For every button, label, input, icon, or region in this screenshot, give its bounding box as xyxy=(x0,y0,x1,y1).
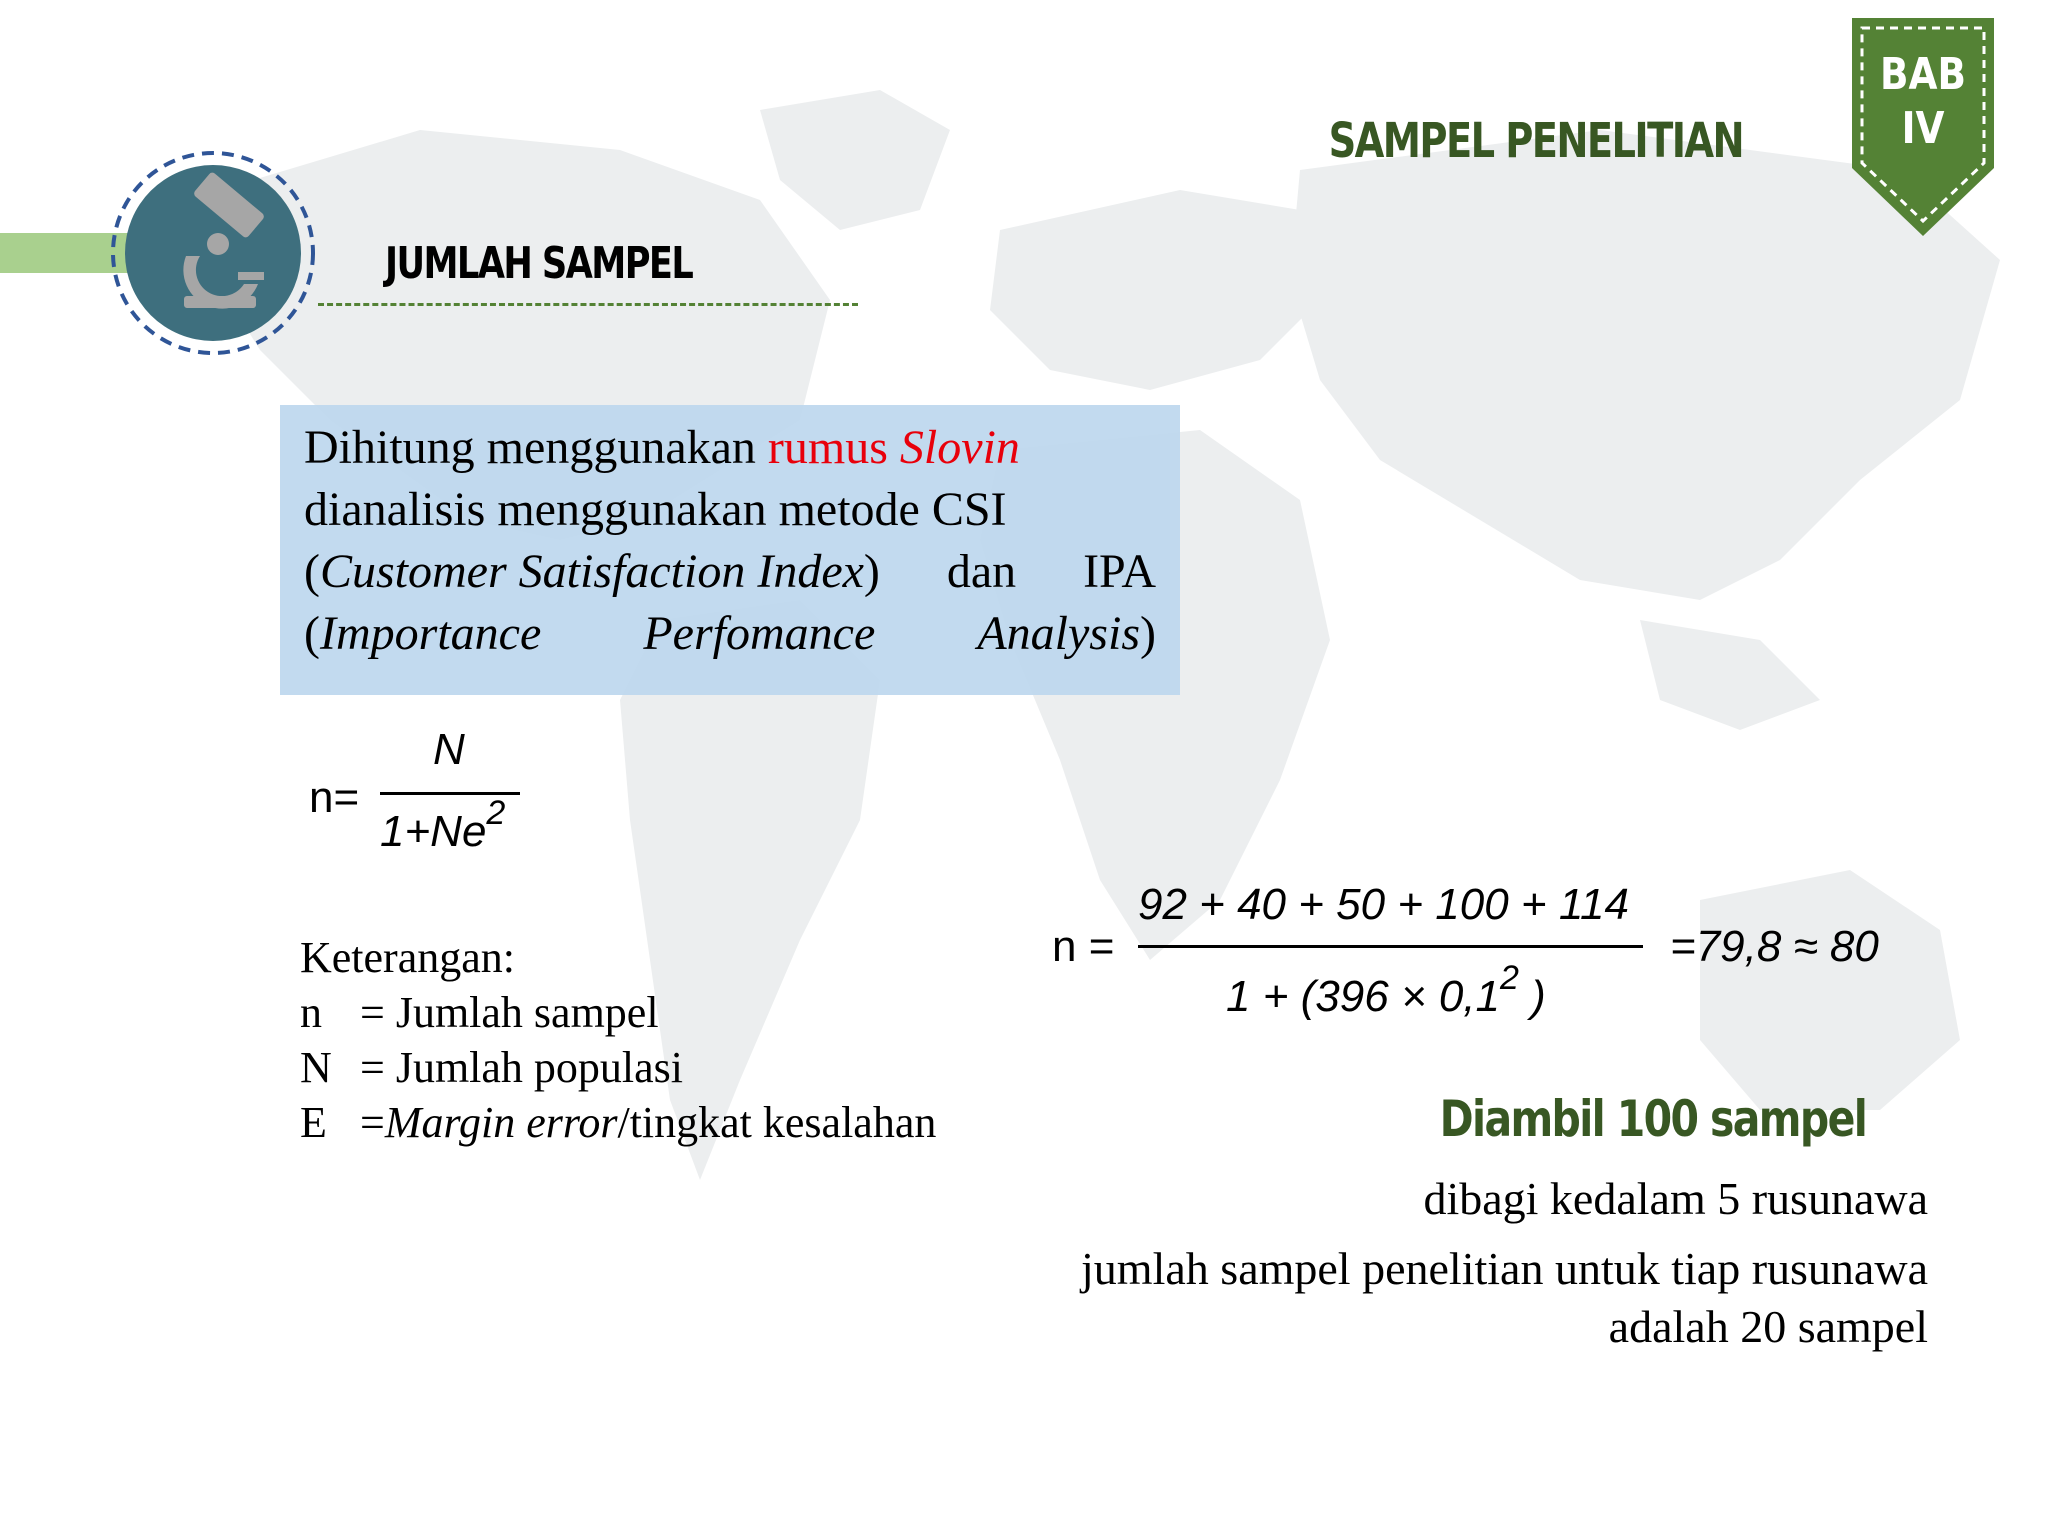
formula-denominator: $1+Ne^2$ xyxy=(380,794,506,856)
method-line-2: dianalisis menggunakan metode CSI xyxy=(304,483,1007,536)
legend-item: N = Jumlah populasi xyxy=(300,1043,684,1092)
formula-numerator: N xyxy=(433,725,465,774)
conclusion-line-1: dibagi kedalam 5 rusunawa xyxy=(1423,1173,1928,1224)
calc-lhs: n = xyxy=(1052,922,1115,971)
slovin-highlight: rumus Slovin xyxy=(767,421,1020,474)
section-header: JUMLAH SAMPEL xyxy=(385,238,693,289)
chapter-tag-line1: BAB xyxy=(1880,49,1966,100)
method-box xyxy=(280,405,1180,695)
calc-result: =79,8 ≈ 80 xyxy=(1670,922,1879,971)
legend xyxy=(300,930,936,1150)
method-line-3: (Customer Satisfaction Index) dan IPA xyxy=(304,545,1156,598)
calc-fraction-bar xyxy=(1138,945,1643,948)
legend-title: Keterangan: xyxy=(300,933,515,982)
csi-expansion: Customer Satisfaction Index xyxy=(319,545,864,598)
calc-numerator: 92 + 40 + 50 + 100 + 114 xyxy=(1138,880,1629,929)
conclusion-heading: Diambil 100 sampel xyxy=(1439,1090,1866,1148)
legend-item: n = Jumlah sampel xyxy=(300,988,659,1037)
formula-lhs: n= xyxy=(309,773,360,822)
legend-item: E = Margin error /tingkat kesalahan xyxy=(300,1098,937,1147)
method-line-1 xyxy=(304,417,1156,479)
conclusion-line-3: adalah 20 sampel xyxy=(1608,1301,1928,1352)
conclusion-line-2: jumlah sampel penelitian untuk tiap rusunawa xyxy=(1081,1243,1928,1294)
header-underline xyxy=(318,303,858,306)
slovin-formula xyxy=(305,725,525,865)
chapter-tag-line2: IV xyxy=(1901,103,1945,154)
sample-calculation xyxy=(1050,880,1930,1030)
chapter-tag-label xyxy=(1863,48,1984,156)
page-title: SAMPEL PENELITIAN xyxy=(1328,113,1743,169)
microscope-icon xyxy=(108,148,318,358)
calc-denominator: $1 + (396 \times 0,1^2$ ) xyxy=(1226,959,1546,1021)
method-line-4: (Importance Perfomance Analysis) xyxy=(304,607,1156,660)
method-prefix: Dihitung menggunakan xyxy=(304,421,768,474)
conclusion-notes xyxy=(928,1170,1928,1356)
